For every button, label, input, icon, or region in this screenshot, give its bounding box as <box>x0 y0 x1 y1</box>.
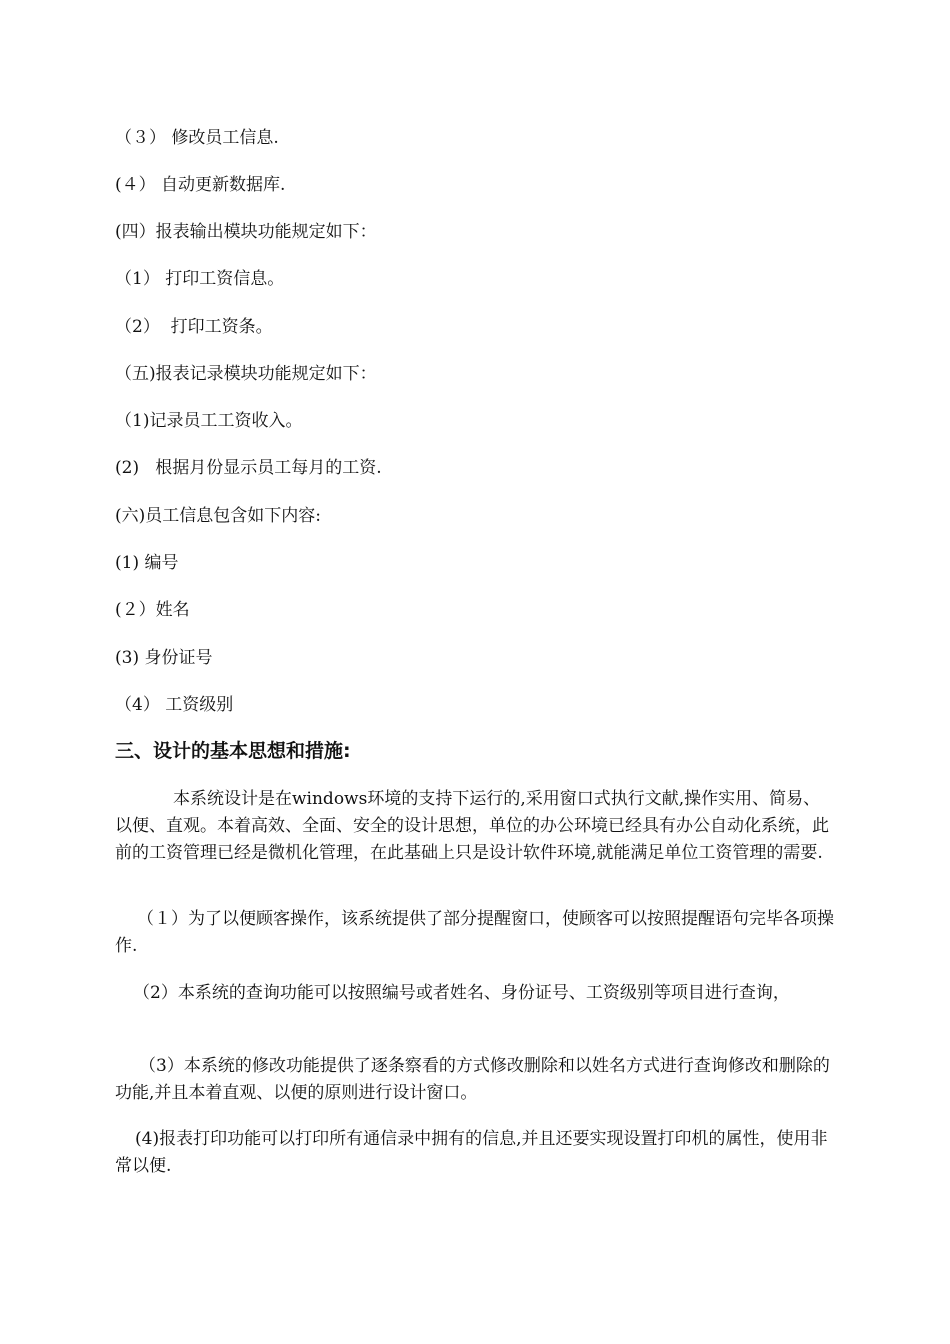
list-item-modify-employee: （３） 修改员工信息. <box>115 128 279 148</box>
list-item-salary-level: （4） 工资级别 <box>115 695 234 715</box>
list-item-report-record-module: （五)报表记录模块功能规定如下： <box>115 364 377 384</box>
list-item-name: (２）姓名 <box>115 600 190 620</box>
list-item-auto-update-db: (４） 自动更新数据库. <box>115 175 286 195</box>
list-item-number: (1) 编号 <box>115 553 179 573</box>
list-item-print-pay-slip: （2） 打印工资条。 <box>115 317 273 337</box>
paragraph-point-2: （2）本系统的查询功能可以按照编号或者姓名、身份证号、工资级别等项目进行查询， <box>133 983 790 1003</box>
list-item-print-salary-info: （1） 打印工资信息。 <box>115 269 285 289</box>
list-item-monthly-salary: (2) 根据月份显示员工每月的工资. <box>115 458 382 478</box>
list-item-report-output-module: (四）报表输出模块功能规定如下： <box>115 222 377 242</box>
paragraph-point-3: （3）本系统的修改功能提供了逐条察看的方式修改删除和以姓名方式进行查询修改和删除的功能,并且本着直观、以便的原则进行设计窗口。 <box>115 1056 830 1103</box>
paragraph-intro: 本系统设计是在windows环境的支持下运行的,采用窗口式执行文献,操作实用、简易、以便、直观。本着高效、全面、安全的设计思想，单位的办公环境已经具有办公自动化系统，此前的工资管理已经是微机化管理，在此基础上只是设计软件环境,就能满足单位工资管理的需要. <box>115 789 829 863</box>
list-item-record-income: （1)记录员工工资收入。 <box>115 411 303 431</box>
list-item-employee-info-contents: (六)员工信息包含如下内容: <box>115 506 321 526</box>
section-heading: 三、设计的基本思想和措施: <box>115 740 351 762</box>
list-item-id-number: (3) 身份证号 <box>115 648 213 668</box>
paragraph-point-4: (4)报表打印功能可以打印所有通信录中拥有的信息,并且还要实现设置打印机的属性，使用非常以便. <box>115 1129 828 1176</box>
paragraph-point-1: （１）为了以便顾客操作，该系统提供了部分提醒窗口，使顾客可以按照提醒语句完毕各项操作. <box>115 909 834 956</box>
